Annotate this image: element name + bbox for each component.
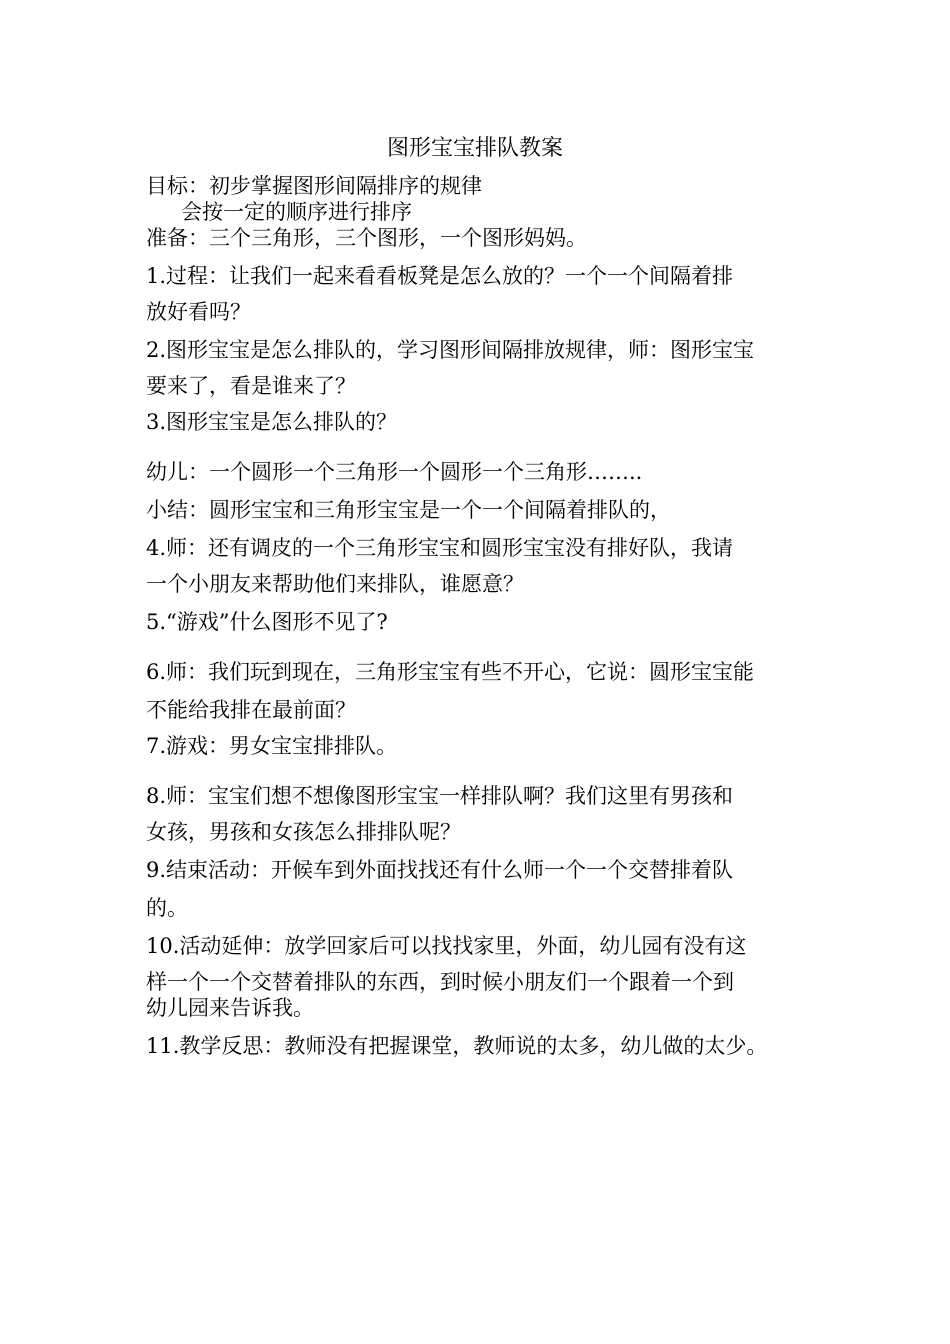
goal-line-2: 会按一定的顺序进行排序 — [181, 200, 412, 224]
paragraph-line: 5.“游戏”什么图形不见了? — [146, 610, 388, 634]
paragraph-line: 要来了，看是谁来了？ — [146, 374, 356, 398]
paragraph-line: 8.师：宝宝们想不想像图形宝宝一样排队啊？我们这里有男孩和 — [146, 784, 734, 808]
paragraph-line: 幼儿园来告诉我。 — [146, 996, 314, 1020]
paragraph-line: 6.师：我们玩到现在，三角形宝宝有些不开心，它说：圆形宝宝能 — [146, 660, 755, 684]
paragraph-line: 9.结束活动：开候车到外面找找还有什么师一个一个交替排着队 — [146, 858, 734, 882]
paragraph-line: 11.教学反思：教师没有把握课堂，教师说的太多，幼儿做的太少。 — [146, 1034, 768, 1058]
paragraph-line: 小结：圆形宝宝和三角形宝宝是一个一个间隔着排队的， — [146, 498, 671, 522]
document-title: 图形宝宝排队教案 — [386, 136, 563, 161]
paragraph-line: 10.活动延伸：放学回家后可以找找家里，外面，幼儿园有没有这 — [146, 934, 747, 958]
paragraph-line: 2.图形宝宝是怎么排队的，学习图形间隔排放规律，师：图形宝宝 — [146, 338, 755, 362]
paragraph-line: 女孩，男孩和女孩怎么排排队呢？ — [146, 820, 461, 844]
paragraph-line: 放好看吗？ — [146, 300, 251, 324]
goal-line: 目标：初步掌握图形间隔排序的规律 — [146, 174, 482, 198]
paragraph-line: 样一个一个交替着排队的东西，到时候小朋友们一个跟着一个到 — [146, 970, 734, 994]
paragraph-line: 3.图形宝宝是怎么排队的？ — [146, 410, 398, 434]
paragraph-line: 4.师：还有调皮的一个三角形宝宝和圆形宝宝没有排好队，我请 — [146, 536, 734, 560]
paragraph-line: 的。 — [146, 896, 188, 920]
preparation-line: 准备：三个三角形，三个图形，一个图形妈妈。 — [146, 226, 587, 250]
paragraph-line: 7.游戏：男女宝宝排排队。 — [146, 734, 398, 758]
paragraph-line: 幼儿：一个圆形一个三角形一个圆形一个三角形…….. — [146, 460, 643, 484]
paragraph-line: 1.过程：让我们一起来看看板凳是怎么放的？一个一个间隔着排 — [146, 264, 734, 288]
paragraph-line: 一个小朋友来帮助他们来排队，谁愿意？ — [146, 572, 524, 596]
paragraph-line: 不能给我排在最前面？ — [146, 698, 356, 722]
